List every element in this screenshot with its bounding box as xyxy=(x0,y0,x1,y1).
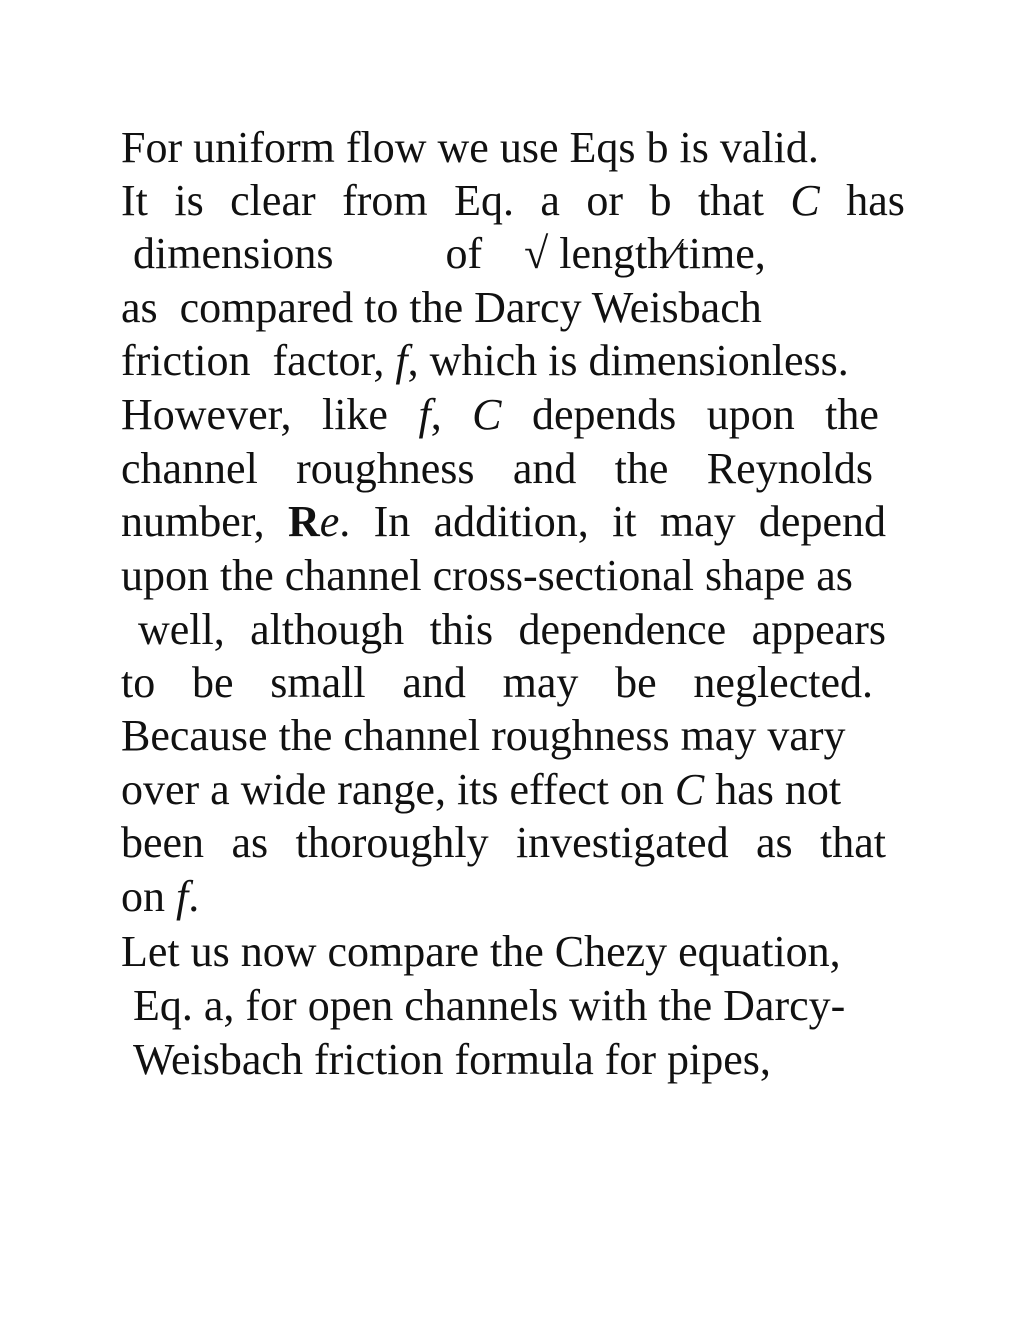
text-line-2: It is clear from Eq. a or b that C has xyxy=(121,176,905,225)
text-line-13: over a wide range, its effect on C has not xyxy=(121,765,842,814)
text-line-14: been as thoroughly investigated as that xyxy=(121,818,886,867)
text-line-7: channel roughness and the Reynolds xyxy=(121,444,873,493)
text-line-10: well, although this dependence appears xyxy=(138,605,886,654)
text-line-4: as compared to the Darcy Weisbach xyxy=(121,283,762,332)
text-line-3: dimensions of √ length⁄time, xyxy=(133,229,766,278)
text-line-1: For uniform flow we use Eqs b is valid. xyxy=(121,123,819,172)
text-line-9: upon the channel cross-sectional shape as xyxy=(121,551,853,600)
text-line-16: Let us now compare the Chezy equation, xyxy=(121,927,841,976)
text-line-15: on f. xyxy=(121,872,200,921)
text-line-12: Because the channel roughness may vary xyxy=(121,711,846,760)
text-line-6: However, like f, C depends upon the xyxy=(121,390,879,439)
text-line-18: Weisbach friction formula for pipes, xyxy=(133,1035,771,1084)
text-line-11: to be small and may be neglected. xyxy=(121,658,873,707)
text-line-8: number, Re. In addition, it may depend xyxy=(121,497,886,546)
text-line-5: friction factor, f, which is dimensionless. xyxy=(121,336,849,385)
text-line-17: Eq. a, for open channels with the Darcy- xyxy=(133,981,846,1030)
